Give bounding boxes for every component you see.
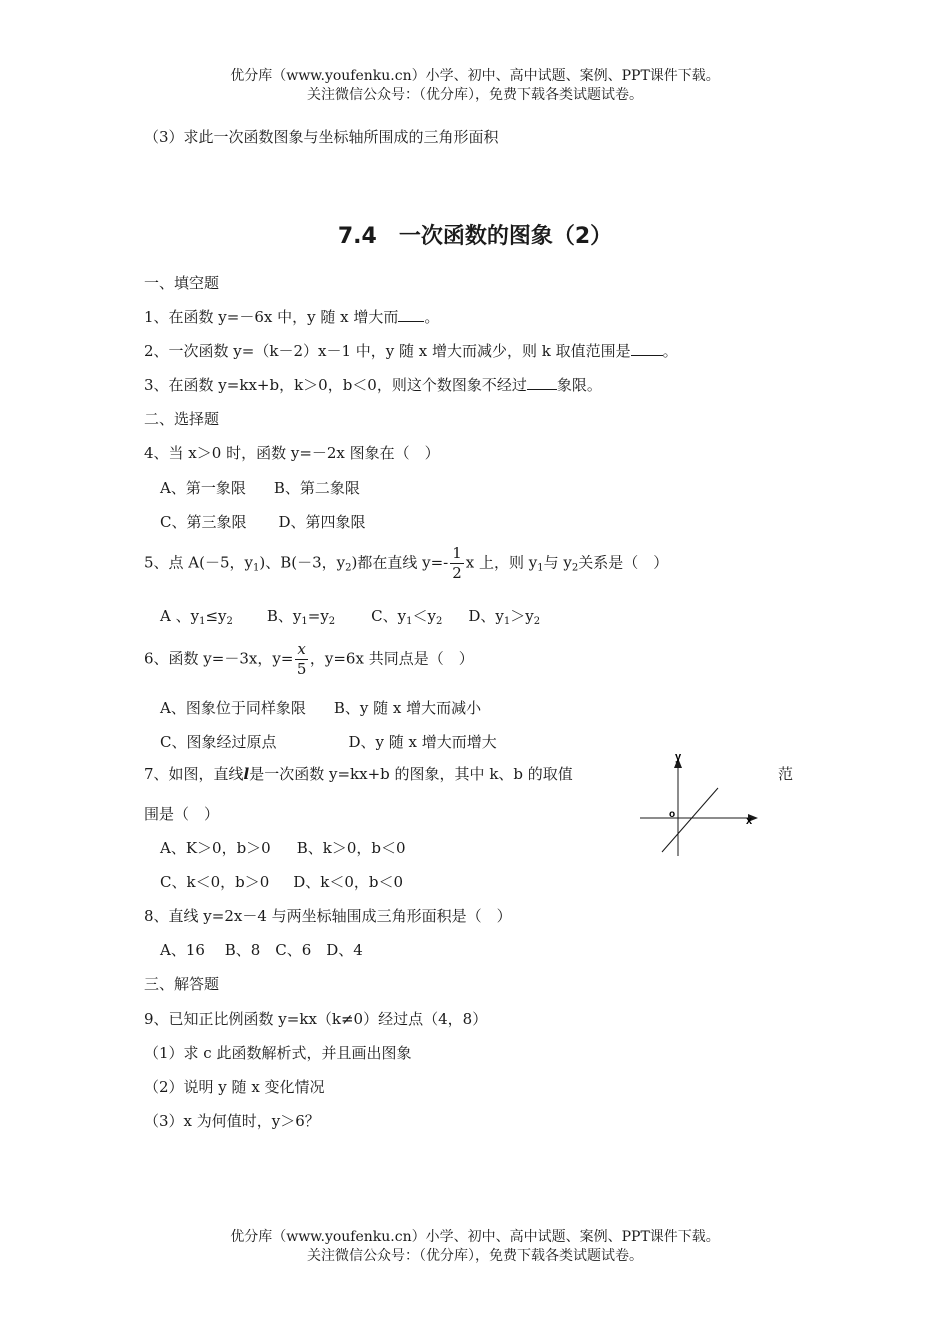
question-5-options	[160, 606, 540, 632]
question-4-options-row-1	[160, 478, 360, 498]
question-6-stem	[144, 640, 474, 679]
question-3-text: 3、在函数 y=kx+b，k＞0，b＜0，则这个数图象不经过	[144, 376, 527, 394]
question-7-stem-line-2: 围是（ ）	[144, 805, 220, 823]
question-7-stem	[144, 764, 573, 784]
question-3-end: 象限。	[556, 376, 602, 394]
question-4-stem: 4、当 x＞0 时，函数 y=－2x 图象在（ ）	[144, 444, 440, 462]
x-axis-label: x	[746, 815, 753, 827]
question-8-options: A、16 B、8 C、6 D、4	[160, 941, 363, 959]
section-heading-choice: 二、选择题	[144, 410, 220, 428]
question-5-stem	[144, 544, 668, 583]
option-c: C、k＜0，b＞0	[160, 873, 270, 891]
fraction-x-over-5	[295, 640, 307, 679]
option-c: C、图象经过原点	[160, 733, 277, 751]
question-1-end: 。	[424, 308, 440, 326]
answer-blank	[527, 375, 557, 390]
question-9-part-2: （2）说明 y 随 x 变化情况	[144, 1078, 325, 1096]
option-b: B、第二象限	[273, 479, 360, 497]
q5-text-a: 5、点 A(－5，y	[144, 553, 254, 572]
q7-text-b: 是一次函数 y=kx+b 的图象，其中 k、b 的取值	[249, 765, 573, 783]
question-4-options-row-2	[160, 512, 366, 532]
option-a: A、图象位于同样象限	[160, 699, 306, 717]
line-l	[662, 788, 718, 852]
option-d: D、y 随 x 增大而增大	[348, 733, 497, 751]
q6-text-b: ，y=6x 共同点是（ ）	[309, 649, 474, 668]
answer-blank	[398, 307, 424, 322]
question-1	[144, 307, 439, 327]
question-2	[144, 341, 678, 361]
option-d: D、k＜0，b＜0	[293, 873, 404, 891]
section-heading-answer: 三、解答题	[144, 975, 220, 993]
q5-text-f: 关系是（ ）	[578, 553, 669, 572]
section-heading-fill: 一、填空题	[144, 274, 220, 292]
question-6-options-row-2	[160, 732, 497, 752]
footer-line-1: 优分库（www.youfenku.cn）小学、初中、高中试题、案例、PPT课件下载。	[230, 1229, 720, 1245]
option-b: B、k＞0，b＜0	[296, 839, 406, 857]
q5-sub-1: 1	[253, 562, 260, 574]
option-d: D、第四象限	[278, 513, 366, 531]
fraction-one-half	[450, 544, 464, 583]
option-b: B、y 随 x 增大而减小	[333, 699, 482, 717]
q5-sub-2: 2	[345, 562, 352, 574]
option-a: A 、$y_1\le y_2$	[160, 607, 233, 627]
footer-line-2: 关注微信公众号：（优分库），免费下载各类试题试卷。	[307, 1248, 643, 1264]
question-7-tail: 范	[778, 765, 794, 783]
coordinate-figure	[636, 752, 760, 860]
fraction-numerator: 1	[452, 544, 462, 562]
q6-text-a: 6、函数 y=－3x，y=	[144, 649, 294, 668]
question-3	[144, 375, 602, 395]
question-6-options-row-1	[160, 698, 481, 718]
header-line-2: 关注微信公众号：（优分库），免费下载各类试题试卷。	[307, 87, 643, 103]
prev-question-item: （3）求此一次函数图象与坐标轴所围成的三角形面积	[144, 128, 499, 146]
q7-text-a: 7、如图，直线	[144, 765, 244, 783]
header-line-1: 优分库（www.youfenku.cn）小学、初中、高中试题、案例、PPT课件下载。	[230, 68, 720, 84]
question-8-stem: 8、直线 y=2x－4 与两坐标轴围成三角形面积是（ ）	[144, 907, 512, 925]
question-9-stem: 9、已知正比例函数 y=kx（k≠0）经过点（4，8）	[144, 1010, 488, 1028]
question-9-part-3: （3）x 为何值时，y＞6？	[144, 1112, 320, 1130]
option-c: C、第三象限	[160, 513, 247, 531]
y-axis-label: y	[675, 752, 682, 763]
option-b: B、$y_1=y_2$	[266, 607, 336, 627]
question-2-text: 2、一次函数 y=（k－2）x－1 中，y 随 x 增大而减少，则 k 取值范围是	[144, 342, 631, 360]
question-1-text: 1、在函数 y=－6x 中，y 随 x 增大而	[144, 308, 399, 326]
q5-text-c: )都在直线 y=-	[351, 553, 449, 572]
option-a: A、K＞0，b＞0	[160, 839, 271, 857]
q5-text-d: x 上，则 y	[465, 553, 538, 572]
question-2-end: 。	[662, 342, 678, 360]
q5-sub-4: 2	[571, 562, 579, 574]
origin-label: o	[669, 809, 676, 820]
answer-blank	[631, 341, 663, 356]
fraction-denominator: 5	[296, 660, 307, 678]
option-c: C、$y_1<y_2$	[371, 607, 443, 627]
question-7-options-row-1	[160, 838, 406, 858]
fraction-numerator: x	[297, 640, 306, 658]
fraction-denominator: 2	[452, 564, 462, 582]
line-label-l: l	[243, 765, 250, 783]
option-d: D、$y_1>y_2$	[468, 607, 541, 627]
question-9-part-1: （1）求 c 此函数解析式，并且画出图象	[144, 1044, 412, 1062]
question-7-options-row-2	[160, 872, 403, 892]
q5-text-b: )、B(－3，y	[259, 553, 346, 572]
q5-text-e: 与 y	[543, 553, 572, 572]
page-title: 7.4 一次函数的图象（2）	[337, 224, 613, 249]
option-a: A、第一象限	[160, 479, 246, 497]
q5-sub-3: 1	[537, 562, 544, 574]
